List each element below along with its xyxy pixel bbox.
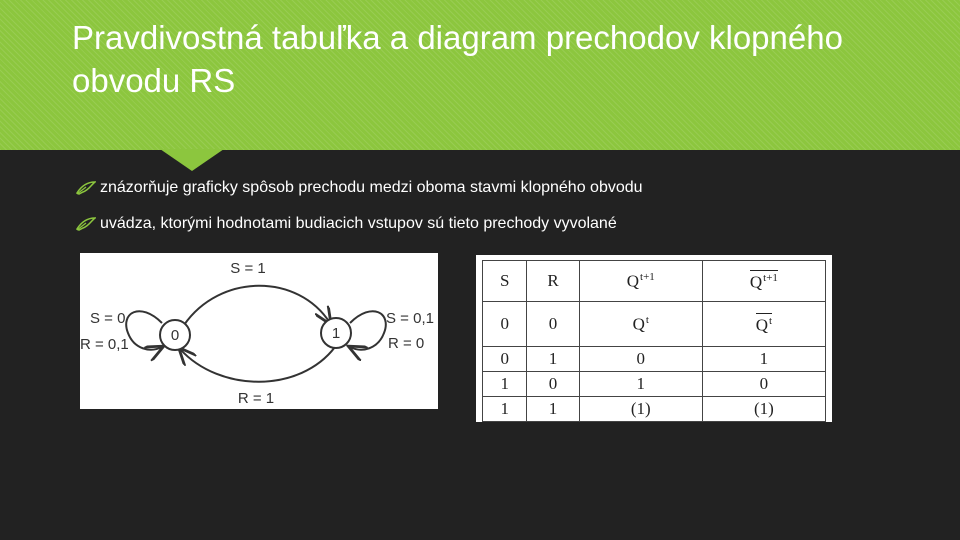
banner-notch: [160, 149, 224, 171]
cell-s: 0: [483, 302, 527, 347]
state-diagram: [80, 253, 438, 409]
header-q-next-negated: $Q^{t+1}$: [702, 261, 825, 302]
cell-q-negated: 0: [702, 372, 825, 397]
table-row: [483, 302, 826, 347]
feather-bullet-icon: [76, 181, 96, 195]
cell-r: 0: [527, 372, 579, 397]
slide-title: Pravdivostná tabuľka a diagram prechodov klopného obvodu RS: [72, 19, 843, 99]
self-loop-state-1: [350, 311, 386, 349]
header-r: R: [527, 261, 579, 302]
state-diagram-svg: [80, 253, 438, 409]
self-loop-state-0: [126, 311, 162, 349]
cell-q: 0: [579, 347, 702, 372]
right-loop-label-s: S = 0,1: [386, 310, 434, 327]
cell-s: 0: [483, 347, 527, 372]
cell-s: 1: [483, 372, 527, 397]
table-row: [483, 372, 826, 397]
cell-q-negated: $Q^t$: [702, 302, 825, 347]
cell-r: 0: [527, 302, 579, 347]
bottom-transition-label: R = 1: [237, 390, 275, 407]
bullet-text: znázorňuje graficky spôsob prechodu medzi oboma stavmi klopného obvodu: [100, 179, 643, 196]
left-loop-label-r: R = 0,1: [80, 336, 129, 353]
cell-r: 1: [527, 347, 579, 372]
bullet-text: uvádza, ktorými hodnotami budiacich vstupov sú tieto prechody vyvolané: [100, 215, 617, 232]
top-transition-label: S = 1: [230, 260, 266, 277]
bullet-item: [76, 178, 643, 214]
header-q-next: $Q^{t+1}$: [579, 261, 702, 302]
cell-r: 1: [527, 397, 579, 422]
header-s: S: [483, 261, 527, 302]
cell-q: $Q^t$: [579, 302, 702, 347]
cell-q-negated: (1): [702, 397, 825, 422]
transition-arrow-1-to-0: [180, 347, 335, 382]
table-row: [483, 347, 826, 372]
left-loop-label-s: S = 0: [90, 310, 126, 327]
cell-q: (1): [579, 397, 702, 422]
transition-arrow-0-to-1: [184, 286, 330, 325]
feather-bullet-icon: [76, 217, 96, 231]
table-header-row: [483, 261, 826, 302]
bullet-list: [76, 178, 643, 250]
state-1-label: 1: [331, 325, 341, 342]
right-loop-label-r: R = 0: [388, 335, 425, 352]
bullet-item: [76, 214, 643, 250]
cell-s: 1: [483, 397, 527, 422]
table-row: [483, 397, 826, 422]
state-0-label: 0: [170, 327, 180, 344]
cell-q-negated: 1: [702, 347, 825, 372]
truth-table: [482, 260, 826, 422]
truth-table-panel: [476, 255, 832, 422]
cell-q: 1: [579, 372, 702, 397]
